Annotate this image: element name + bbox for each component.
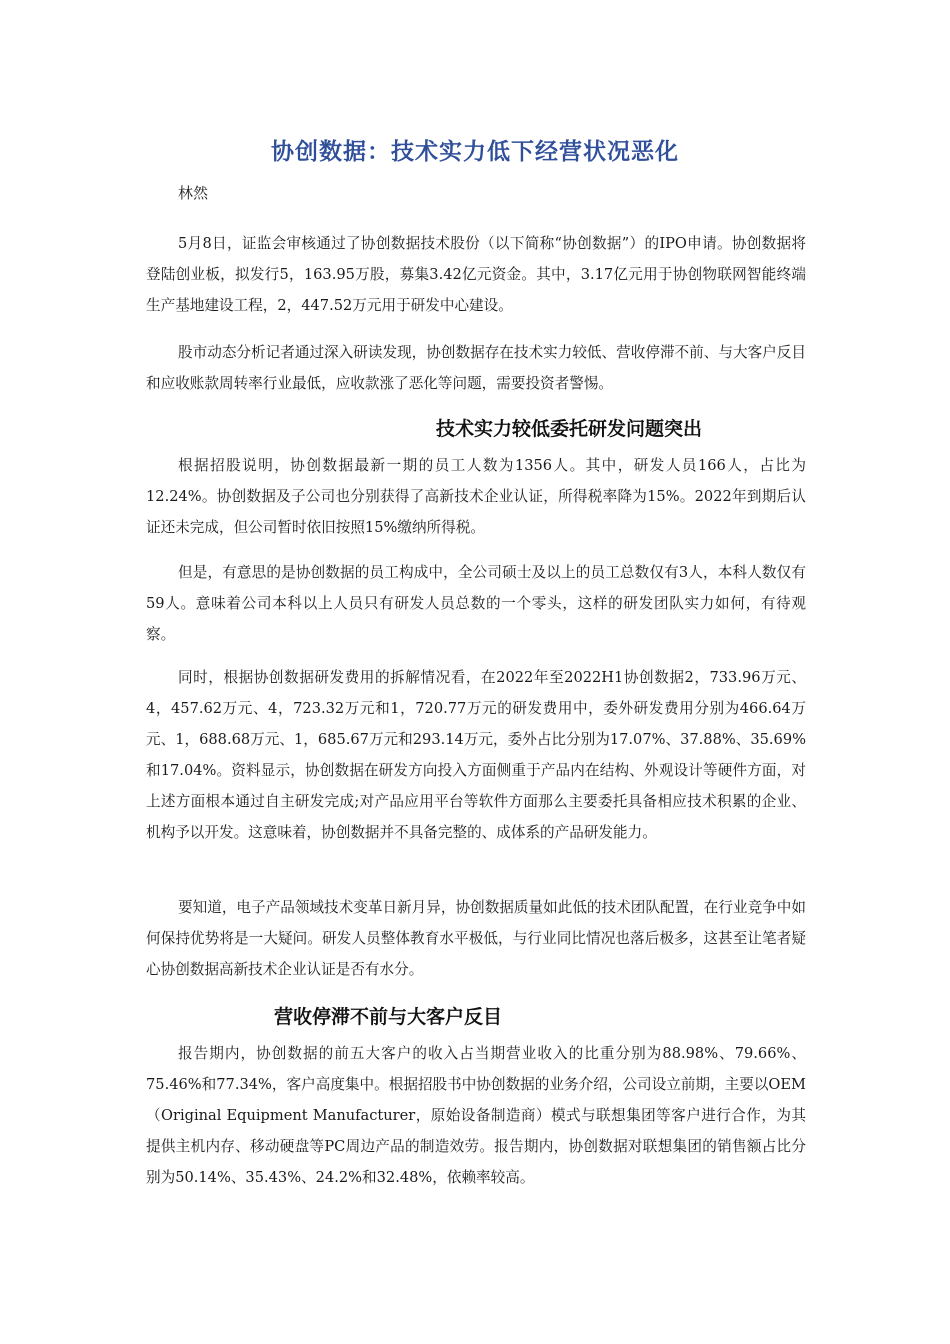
paragraph-rd-expenses: 同时，根据协创数据研发费用的拆解情况看，在2022年至2022H1协创数据2，733.96万元、4，457.62万元、4，723.32万元和1，720.77万元的研发费用中，委外研发费用分别为466.64万元、1，688.68万元、1，685.67万元和293.14万元，委外占比分别为17.07%、37.88%、35.69%和17.04%。资料显示，协创数据在研发方向投入方面侧重于产品内在结构、外观设计等硬件方面，对上述方面根本通过自主研发完成;对产品应用平台等软件方面那么主要委托具备相应技术积累的企业、机构予以开发。这意味着，协创数据并不具备完整的、成体系的产品研发能力。 [146, 669, 806, 841]
paragraph-ipo-approval: 5月8日，证监会审核通过了协创数据技术股份（以下简称“协创数据”）的IPO申请。协创数据将登陆创业板，拟发行5，163.95万股，募集3.42亿元资金。其中，3.17亿元用于协创物联网智能终端生产基地建设工程，2，447.52万元用于研发中心建设。 [146, 235, 806, 314]
article-title: 协创数据：技术实力低下经营状况恶化 [271, 139, 679, 165]
section-heading-tech: 技术实力较低委托研发问题突出 [436, 418, 703, 440]
paragraph-customers: 报告期内，协创数据的前五大客户的收入占当期营业收入的比重分别为88.98%、79.66%、75.46%和77.34%，客户高度集中。根据招股书中协创数据的业务介绍，公司设立前期，主要以OEM（Original Equipment Manufacturer，原始设备制造商）模式与联想集团等客户进行合作，为其提供主机内存、移动硬盘等PC周边产品的制造效劳。报告期内，协创数据对联想集团的销售额占比分别为50.14%、35.43%、24.2%和32.48%，依赖率较高。 [146, 1045, 806, 1186]
paragraph-staff-count: 根据招股说明，协创数据最新一期的员工人数为1356人。其中，研发人员166人，占比为12.24%。协创数据及子公司也分别获得了高新技术企业认证，所得税率降为15%。2022年到期后认证还未完成，但公司暂时依旧按照15%缴纳所得税。 [146, 457, 806, 536]
paragraph-competition: 要知道，电子产品领域技术变革日新月异，协创数据质量如此低的技术团队配置，在行业竞争中如何保持优势将是一大疑问。研发人员整体教育水平极低，与行业同比情况也落后极多，这甚至让笔者疑心协创数据高新技术企业认证是否有水分。 [146, 899, 806, 978]
paragraph-issues-summary: 股市动态分析记者通过深入研读发现，协创数据存在技术实力较低、营收停滞不前、与大客户反目和应收账款周转率行业最低，应收款涨了恶化等问题，需要投资者警惕。 [146, 344, 806, 392]
section-heading-revenue: 营收停滞不前与大客户反目 [274, 1006, 503, 1028]
paragraph-staff-education: 但是，有意思的是协创数据的员工构成中，全公司硕士及以上的员工总数仅有3人，本科人数仅有59人。意味着公司本科以上人员只有研发人员总数的一个零头，这样的研发团队实力如何，有待观察。 [146, 564, 806, 643]
article-author: 林然 [178, 184, 209, 202]
